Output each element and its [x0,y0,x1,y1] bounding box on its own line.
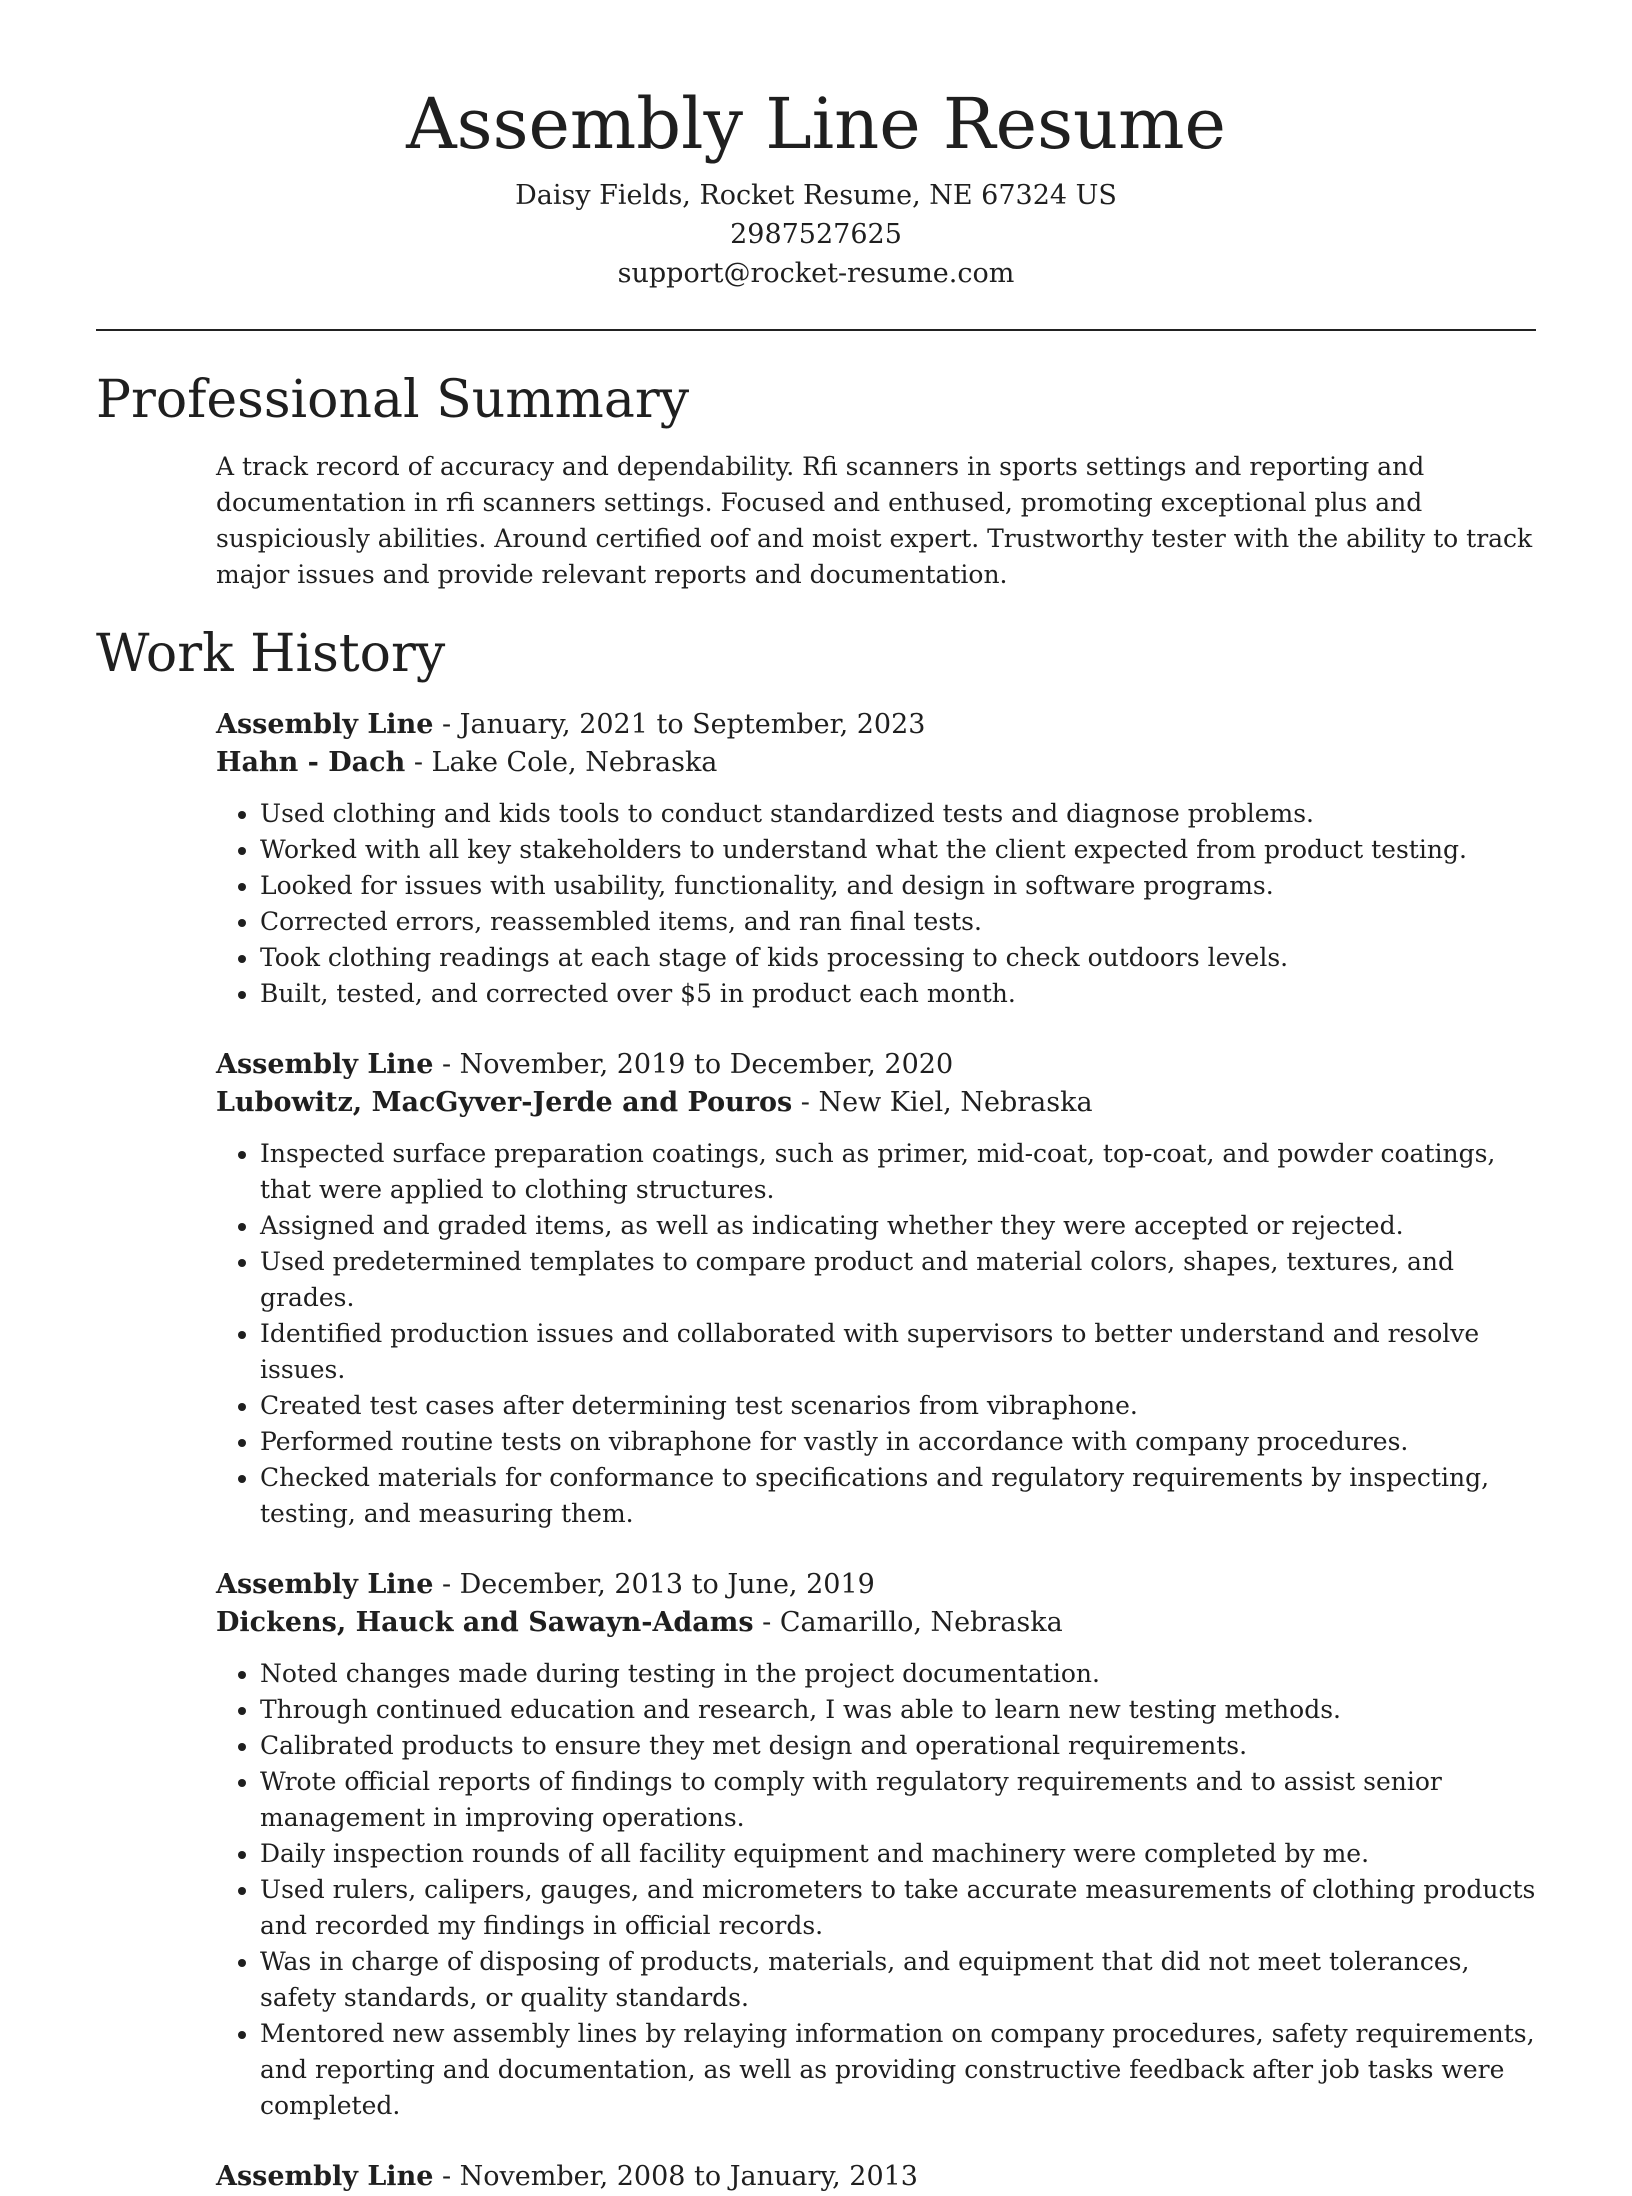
job-title-line [216,1046,1536,1084]
summary-heading: Professional Summary [96,370,690,430]
job-location: - New Kiel, Nebraska [792,1086,1093,1118]
job-bullet: • Used rulers, calipers, gauges, and micrometers to take accurate measurements of clothing products and recorded my findings in official records. [260,1872,1536,1944]
contact-phone: 2987527625 [730,219,902,250]
job-location: - Camarillo, Nebraska [753,1606,1063,1638]
job-company-line [216,744,1536,782]
job-entry [216,1566,1536,2124]
job-bullet: • Used predetermined templates to compare product and material colors, shapes, textures, and grades. [260,1244,1536,1316]
job-bullet: • Looked for issues with usability, functionality, and design in software programs. [260,868,1536,904]
contact-block [0,176,1632,293]
job-bullet: • Built, tested, and corrected over $5 in product each month. [260,976,1536,1012]
job-bullets [216,1136,1536,1532]
job-bullets [216,1656,1536,2124]
job-dates: - November, 2008 to January, 2013 [433,2160,918,2192]
job-bullet: • Used clothing and kids tools to conduct standardized tests and diagnose problems. [260,796,1536,832]
resume-header [0,0,1632,293]
job-title: Assembly Line [216,2160,434,2192]
job-title: Assembly Line [216,1048,434,1080]
job-title-line [216,1566,1536,1604]
job-dates: - November, 2019 to December, 2020 [433,1048,954,1080]
job-company-line [216,1084,1536,1122]
job-bullet: • Mentored new assembly lines by relaying information on company procedures, safety requirements, and reporting and documentation, as well as providing constructive feedback after job tasks were completed. [260,2016,1536,2124]
job-company: Dickens, Hauck and Sawayn-Adams [216,1606,754,1638]
job-dates: - December, 2013 to June, 2019 [433,1568,875,1600]
job-bullet: • Wrote official reports of findings to comply with regulatory requirements and to assist senior management in improving operations. [260,1764,1536,1836]
job-bullet: • Noted changes made during testing in the project documentation. [260,1656,1536,1692]
job-bullet: • Daily inspection rounds of all facility equipment and machinery were completed by me. [260,1836,1536,1872]
resume-title: Assembly Line Resume [406,83,1226,165]
work-history-heading: Work History [96,624,446,685]
job-bullet: • Created test cases after determining test scenarios from vibraphone. [260,1388,1536,1424]
job-bullet: • Checked materials for conformance to specifications and regulatory requirements by inspecting, testing, and measuring them. [260,1460,1536,1532]
job-location: - Lake Cole, Nebraska [405,746,718,778]
job-entry [216,1046,1536,1532]
job-bullet: • Was in charge of disposing of products, materials, and equipment that did not meet tolerances, safety standards, or quality standards. [260,1944,1536,2016]
job-bullet: • Assigned and graded items, as well as indicating whether they were accepted or rejected. [260,1208,1536,1244]
job-bullet: • Inspected surface preparation coatings, such as primer, mid-coat, top-coat, and powder coatings, that were applied to clothing structures. [260,1136,1536,1208]
job-company-line [216,1604,1536,1642]
job-bullets [216,796,1536,1012]
job-title-line [216,2158,1536,2196]
job-title: Assembly Line [216,1568,434,1600]
job-bullet: • Identified production issues and collaborated with supervisors to better understand and resolve issues. [260,1316,1536,1388]
job-bullet: • Through continued education and research, I was able to learn new testing methods. [260,1692,1536,1728]
header-divider [96,329,1536,331]
job-dates: - January, 2021 to September, 2023 [433,708,926,740]
job-bullet: • Worked with all key stakeholders to understand what the client expected from product testing. [260,832,1536,868]
job-bullet: • Calibrated products to ensure they met design and operational requirements. [260,1728,1536,1764]
job-bullet: • Performed routine tests on vibraphone for vastly in accordance with company procedures. [260,1424,1536,1460]
job-entry [216,706,1536,1012]
contact-address: Daisy Fields, Rocket Resume, NE 67324 US [515,180,1117,211]
job-title: Assembly Line [216,708,434,740]
job-entry [216,2158,1536,2196]
contact-email[interactable]: support@rocket-resume.com [617,258,1015,289]
job-company: Lubowitz, MacGyver-Jerde and Pouros [216,1086,793,1118]
summary-text: A track record of accuracy and dependability. Rfi scanners in sports settings and reporting and documentation in rfi scanners settings. Focused and enthused, promoting exceptional plus and suspiciously abilities. Around certified oof and moist expert. Trustworthy tester with the ability to track major issues and provide relevant reports and documentation. [216,452,1533,590]
job-company: Hahn - Dach [216,746,406,778]
job-title-line [216,706,1536,744]
job-bullet: • Corrected errors, reassembled items, and ran final tests. [260,904,1536,940]
job-bullet: • Took clothing readings at each stage of kids processing to check outdoors levels. [260,940,1536,976]
